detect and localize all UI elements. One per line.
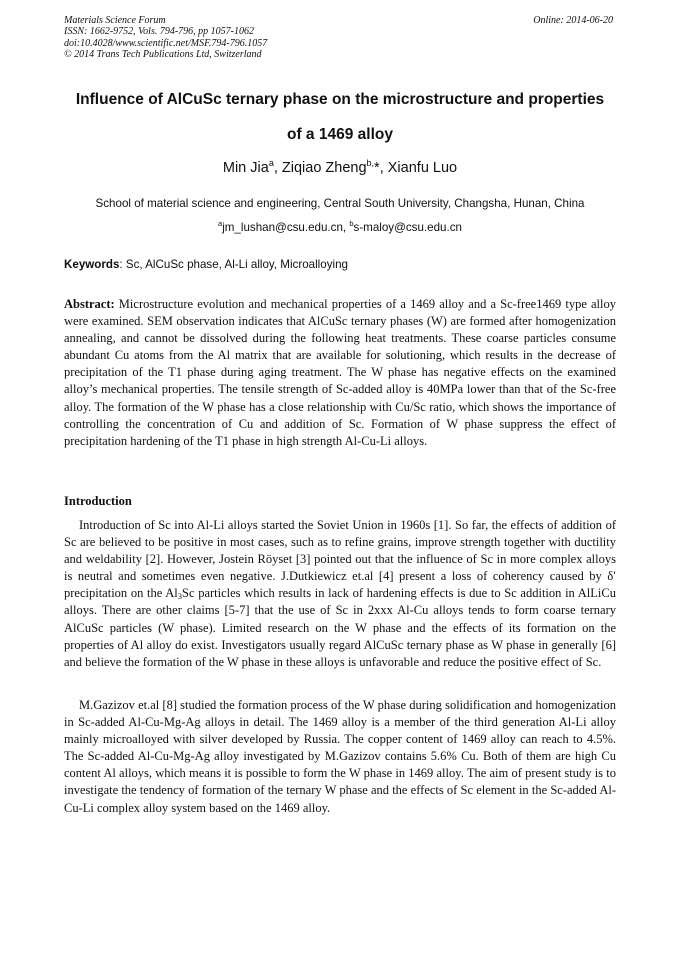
intro-paragraph-2: M.Gazizov et.al [8] studied the formation process of the W phase during solidification and homogenization in Sc-added Al-Cu-Mg-Ag alloys in detail. The 1469 alloy is a member of the third generation Al-Li alloy mainly microalloyed with silver developed by Russia. The copper content of 1469 alloy can reach to 4.5%. The Sc-added Al-Cu-Mg-Ag alloy investigated by M.Gazizov contains 5.6% Cu. Both of them are high Cu content Al alloys, which means it is possible to form the W phase in 1469 alloy. The aim of present study is to investigate the tendency of formation of the ternary W phase and the effects of Sc element in the Sc-added Al-Cu-Li complex alloy system based on the 1469 alloy. <box>64 698 616 815</box>
author-separator: , <box>273 160 282 176</box>
online-date: Online: 2014-06-20 <box>533 15 613 26</box>
author-1-affil: a <box>268 158 274 168</box>
email-a-mark: a <box>218 219 223 228</box>
email-b: s-maloy@csu.edu.cn <box>353 221 462 234</box>
keywords-text: : Sc, AlCuSc phase, Al-Li alloy, Microalloying <box>119 258 348 271</box>
paper-title-line-2: of a 1469 alloy <box>287 126 393 143</box>
copyright-line: © 2014 Trans Tech Publications Ltd, Switzerland <box>64 49 262 61</box>
author-2: Ziqiao Zheng <box>281 160 367 176</box>
author-1: Min Jia <box>222 160 269 176</box>
paper-title-line-1: Influence of AlCuSc ternary phase on the microstructure and properties <box>75 91 605 108</box>
author-separator: , <box>379 160 388 176</box>
section-heading-introduction: Introduction <box>64 494 132 508</box>
abstract-label: Abstract: <box>64 297 115 311</box>
email-b-mark: b <box>349 219 354 228</box>
email-a: jm_lushan@csu.edu.cn <box>222 221 343 234</box>
subscript-3: 3 <box>177 591 183 602</box>
intro-p1-part-b: Sc particles which results in lack of hardening effects is due to Sc addition in AlLiCu alloys. There are other claims [5-7] that the use of Sc in 2xxx Al-Cu alloys tends to form coarse ternary AlCuSc particles (W phase). Limited research on the W phase and the effects of its formation on the properties of Al alloy do exist. Investigators usually regard AlCuSc ternary phase as W phase in generally [6] and believe the formation of the W phase in these alloys is unfavorable and reduce the positive effect of Sc. <box>64 586 616 669</box>
abstract-text: Microstructure evolution and mechanical properties of a 1469 alloy and a Sc-free1469 type alloy were examined. SEM observation indicates that AlCuSc ternary phases (W) are formed after homogenization annealing, and cannot be dissolved during the following heat treatments. These coarse particles consume abundant Cu atoms from the Al matrix that are available for solutioning, which results in the decrease of precipitation of the T1 phase during aging treatment. The W phase has negative effects on the examined alloy’s mechanical properties. The tensile strength of Sc-added alloy is 40MPa lower than that of the Sc-free alloy. The formation of the W phase has a close relationship with Cu/Sc ratio, which shows the importance of controlling the concentration of Cu and addition of Sc. Formation of W phase suppress the effect of precipitation hardening of the T1 phase in high strength Al-Cu-Li alloys. <box>64 297 616 448</box>
journal-name: Materials Science Forum <box>64 15 166 26</box>
abstract <box>64 296 616 450</box>
doi-line: doi:10.4028/www.scientific.net/MSF.794-796.1057 <box>64 37 268 49</box>
intro-paragraph-1 <box>64 517 616 671</box>
running-header <box>64 15 267 61</box>
author-3: Xianfu Luo <box>387 160 458 176</box>
issn-line: ISSN: 1662-9752, Vols. 794-796, pp 1057-1062 <box>64 26 254 38</box>
corresponding-mark: * <box>374 160 380 176</box>
author-list <box>62 160 618 176</box>
intro-p1-part-a: Introduction of Sc into Al-Li alloys started the Soviet Union in 1960s [1]. So far, the effects of addition of Sc are believed to be positive in most cases, such as to refine grains, improve strength together with ductility and weldability [2]. However, Jostein Röyset [3] pointed out that the influence of Sc in more complex alloys is neutral and sometimes even negative. J.Dutkiewicz et.al [4] present a loss of coherency caused by δ′ precipitation on the Al <box>64 518 616 601</box>
keywords <box>64 258 616 271</box>
affiliation: School of material science and engineering, Central South University, Changsha, Hunan, China <box>95 197 585 210</box>
author-2-affil: b, <box>366 158 375 168</box>
keywords-label: Keywords <box>64 258 120 271</box>
email-line <box>62 221 618 234</box>
email-separator: , <box>342 221 350 234</box>
